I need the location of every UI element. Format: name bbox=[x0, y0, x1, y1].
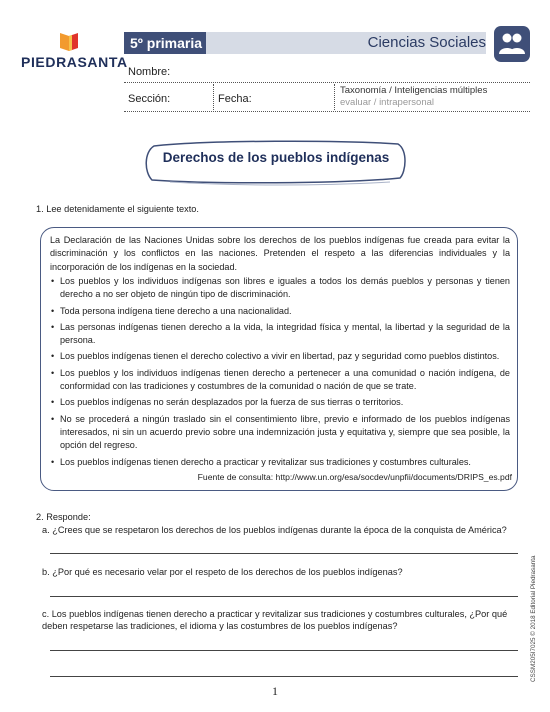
divider bbox=[213, 84, 214, 110]
logo-text: PIEDRASANTA bbox=[21, 54, 128, 70]
taxonomy-level: evaluar / intrapersonal bbox=[340, 97, 434, 108]
question-1-prompt: 1. Lee detenidamente el siguiente texto. bbox=[36, 204, 199, 214]
question-2b: b. ¿Por qué es necesario velar por el respeto de los derechos de los pueblos indígenas? bbox=[42, 567, 403, 577]
copyright-credit: CSSM205I7025 © 2018 Editorial Piedrasanta bbox=[530, 555, 537, 682]
list-item: • No se procederá a ningún traslado sin el consentimiento libre, previo e informado de los pueblos indígenas interesados, ni sin un acuerdo previo sobre una indemnización justa y equitativa y, siempre que sea posible, la opción del regreso. bbox=[50, 413, 510, 453]
question-2c: c. Los pueblos indígenas tienen derecho a practicar y revitalizar sus tradiciones y costumbres culturales, ¿Por qué deben respetarse las tradiciones, el idioma y las costumbres de los pueblos indígenas? bbox=[42, 609, 508, 631]
divider bbox=[124, 82, 530, 83]
list-item: • Los pueblos indígenas no serán desplazados por la fuerza de sus tierras o territorios. bbox=[50, 396, 510, 409]
list-item: • Toda persona indígena tiene derecho a una nacionalidad. bbox=[50, 305, 510, 318]
answer-line[interactable] bbox=[50, 650, 518, 651]
list-item: • Los pueblos y los individuos indígenas son libres e iguales a todos los demás pueblos y personas y tienen derecho a no ser objeto de ningún tipo de discriminación. bbox=[50, 275, 510, 302]
name-label: Nombre: bbox=[128, 66, 171, 78]
list-item: • Los pueblos indígenas tienen el derecho colectivo a vivir en libertad, paz y seguridad como pueblos distintos. bbox=[50, 350, 510, 363]
question-2a: a. ¿Crees que se respetaron los derechos de los pueblos indígenas durante la época de la conquista de América? bbox=[42, 525, 507, 535]
answer-line[interactable] bbox=[50, 553, 518, 554]
page-title: Derechos de los pueblos indígenas bbox=[162, 150, 390, 165]
page-number: 1 bbox=[272, 684, 278, 698]
taxonomy-label: Taxonomía / Inteligencias múltiples bbox=[340, 85, 488, 96]
source-citation: Fuente de consulta: http://www.un.org/esa/socdev/unpfii/documents/DRIPS_es.pdf bbox=[197, 472, 512, 482]
list-item: • Las personas indígenas tienen derecho a la vida, la integridad física y mental, la libertad y la seguridad de la persona. bbox=[50, 321, 510, 348]
list-item: • Los pueblos y los individuos indígenas tienen derecho a pertenecer a una comunidad o nación indígena, de conformidad con las tradiciones y costumbres de la comunidad o nación de que se trate. bbox=[50, 367, 510, 394]
divider bbox=[124, 111, 530, 112]
date-label: Fecha: bbox=[218, 93, 252, 105]
section-label: Sección: bbox=[128, 93, 171, 105]
people-icon bbox=[494, 26, 530, 62]
answer-line[interactable] bbox=[50, 676, 518, 677]
answer-line[interactable] bbox=[50, 596, 518, 597]
question-2-prompt: 2. Responde: bbox=[36, 512, 91, 522]
grade-label: 5º primaria bbox=[124, 32, 206, 54]
reading-intro: La Declaración de las Naciones Unidas sobre los derechos de los pueblos indígenas fue creada para evitar la discriminación y los conflictos en las naciones. Pretenden el respeto a las diferencias individuales y la incorporación de los indígenas en la sociedad. bbox=[50, 235, 510, 272]
divider bbox=[334, 84, 335, 110]
rights-list bbox=[50, 275, 510, 472]
subject-label: Ciencias Sociales bbox=[367, 34, 486, 51]
piedrasanta-logo-icon bbox=[58, 30, 80, 52]
list-item: • Los pueblos indígenas tienen derecho a practicar y revitalizar sus tradiciones y costumbres culturales. bbox=[50, 456, 510, 469]
